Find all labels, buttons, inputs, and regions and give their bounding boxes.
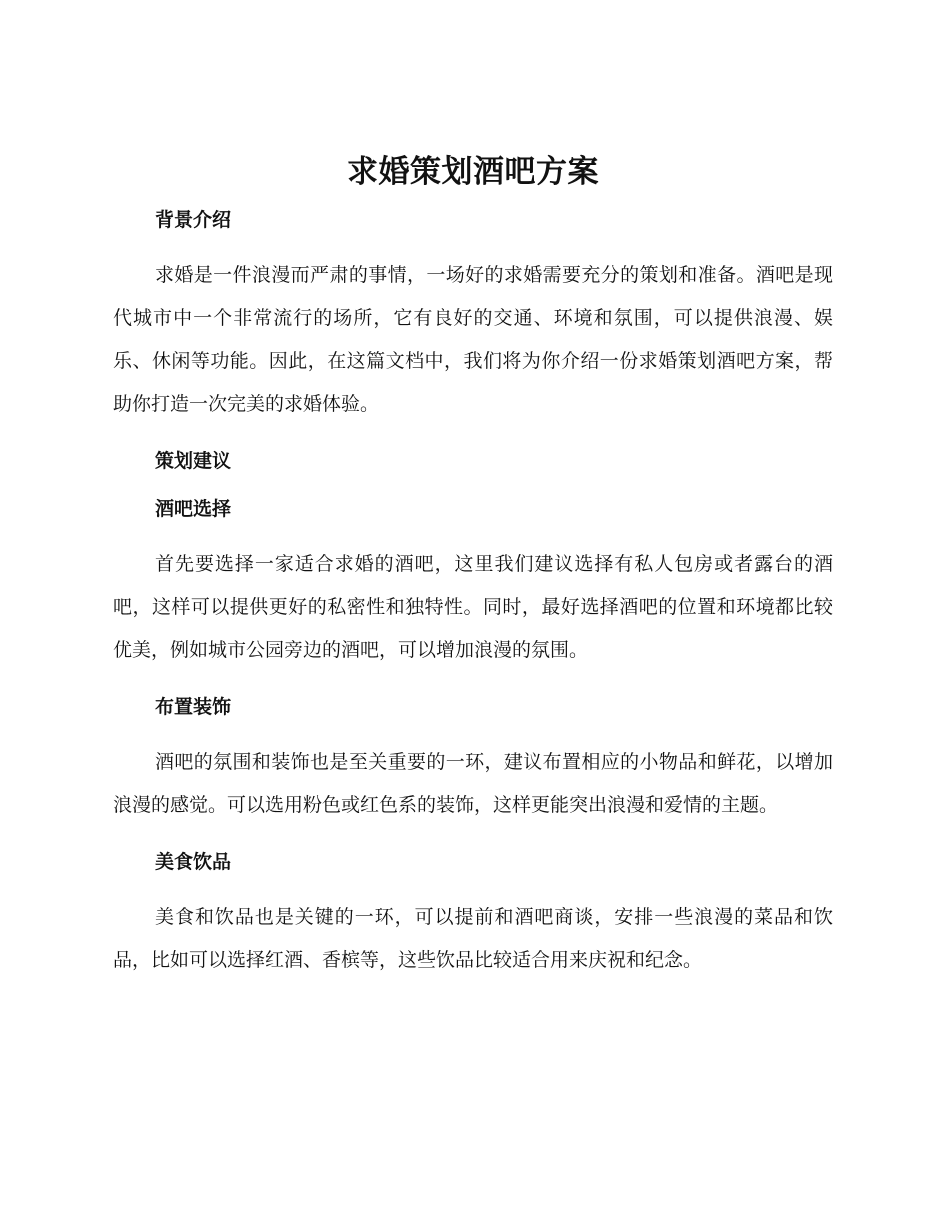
- spacer: [113, 721, 833, 741]
- section-heading-food-drinks: 美食饮品: [155, 851, 232, 873]
- section-heading-bar-choice: 酒吧选择: [155, 498, 232, 520]
- spacer: [113, 475, 833, 495]
- spacer: [113, 876, 833, 896]
- document-title: 求婚策划酒吧方案: [347, 154, 599, 190]
- spacer: [113, 234, 833, 254]
- section-heading-planning-advice: 策划建议: [155, 450, 232, 472]
- section-paragraph-food-drinks: 美食和饮品也是关键的一环，可以提前和酒吧商谈，安排一些浪漫的菜品和饮品，比如可以选择红酒、香槟等，这些饮品比较适合用来庆祝和纪念。: [113, 906, 833, 971]
- section-heading-background: 背景介绍: [155, 209, 232, 231]
- spacer: [113, 426, 833, 447]
- section-heading-decoration: 布置装饰: [155, 696, 232, 718]
- spacer: [113, 827, 833, 848]
- section-paragraph-bar-choice: 首先要选择一家适合求婚的酒吧，这里我们建议选择有私人包房或者露台的酒吧，这样可以提供更好的私密性和独特性。同时，最好选择酒吧的位置和环境都比较优美，例如城市公园旁边的酒吧，可以增加浪漫的氛围。: [113, 553, 833, 661]
- section-paragraph-decoration: 酒吧的氛围和装饰也是至关重要的一环，建议布置相应的小物品和鲜花，以增加浪漫的感觉。可以选用粉色或红色系的装饰，这样更能突出浪漫和爱情的主题。: [113, 751, 833, 816]
- section-paragraph-background: 求婚是一件浪漫而严肃的事情，一场好的求婚需要充分的策划和准备。酒吧是现代城市中一个非常流行的场所，它有良好的交通、环境和氛围，可以提供浪漫、娱乐、休闲等功能。因此，在这篇文档中，我们将为你介绍一份求婚策划酒吧方案，帮助你打造一次完美的求婚体验。: [113, 264, 833, 415]
- spacer: [113, 672, 833, 693]
- spacer: [113, 523, 833, 543]
- document-body: [113, 150, 833, 982]
